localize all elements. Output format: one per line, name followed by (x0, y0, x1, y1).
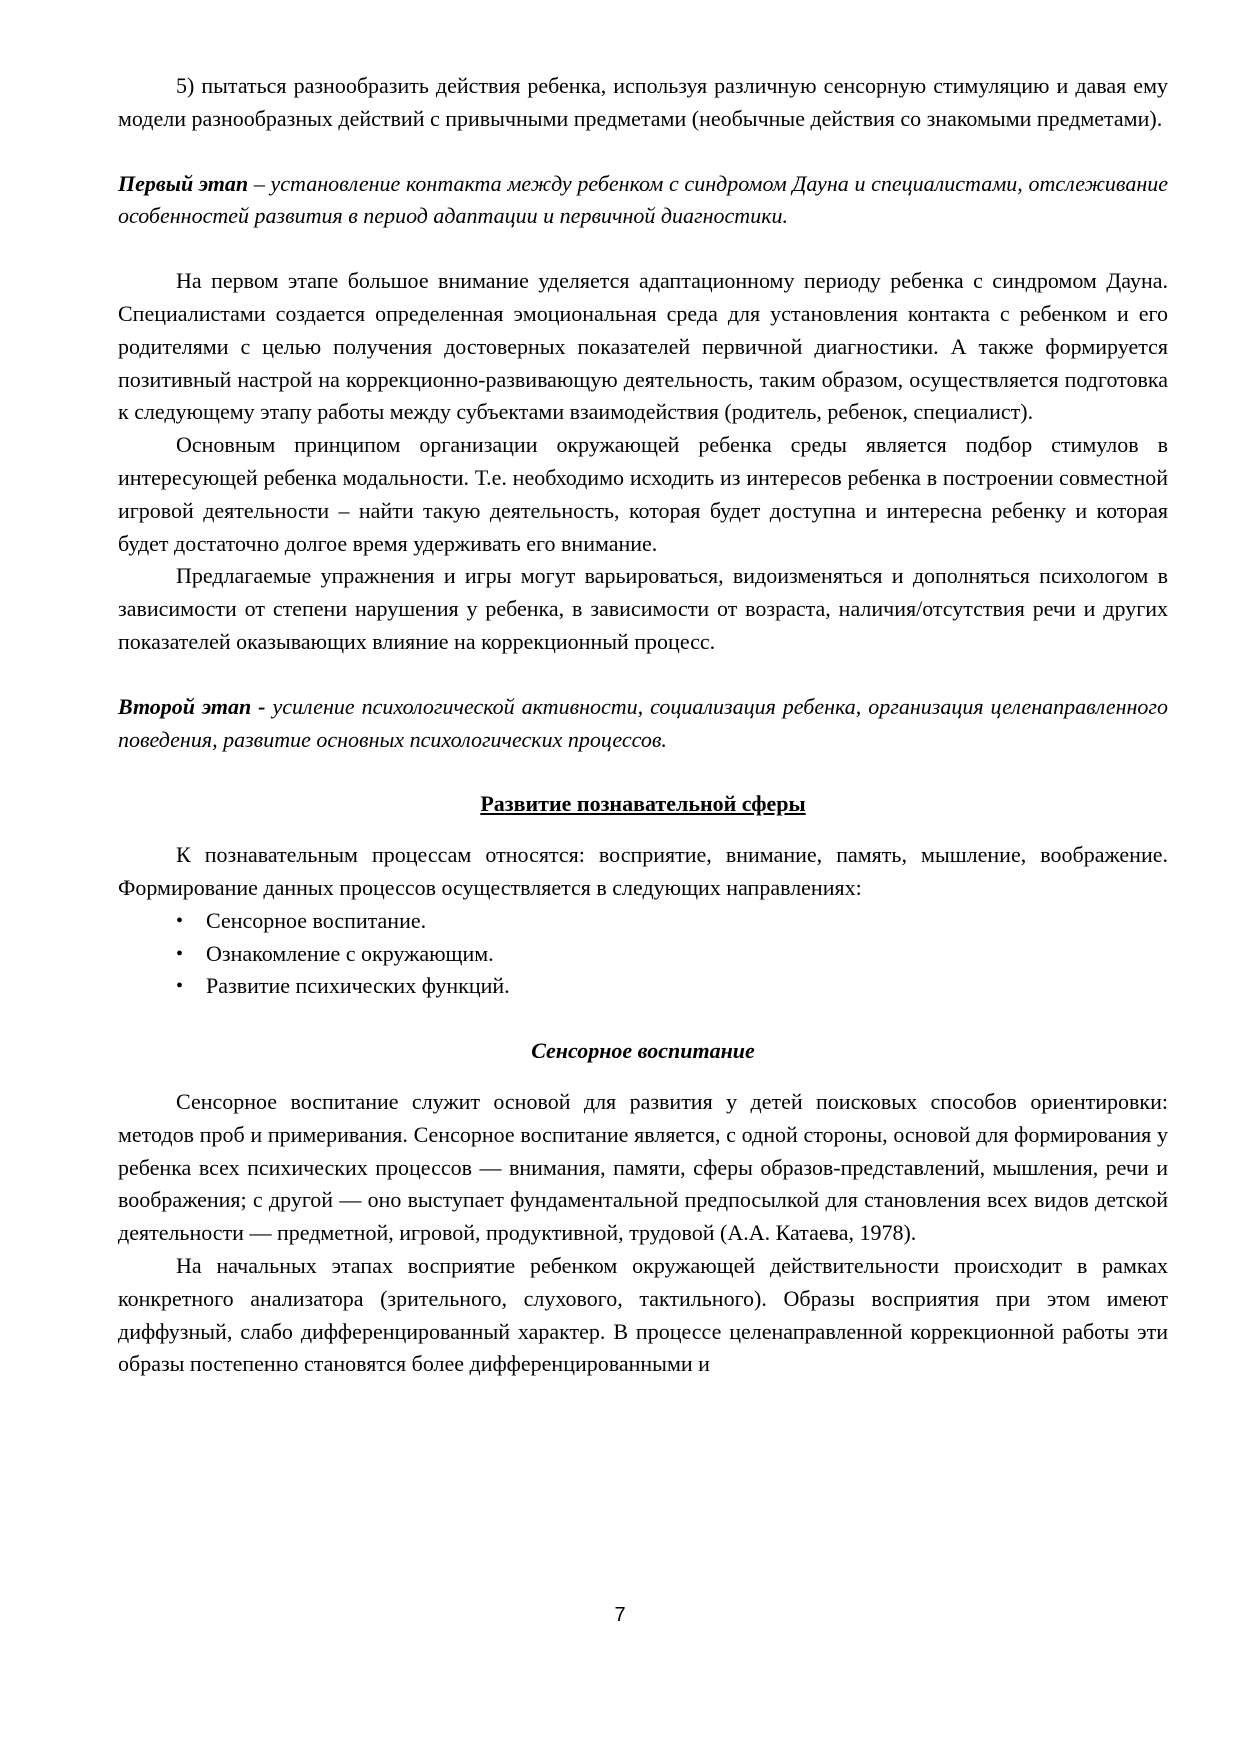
subsection-title: Сенсорное воспитание (531, 1038, 755, 1064)
paragraph-sensory-basis: Сенсорное воспитание служит основой для развития у детей поисковых способов ориентировки: методов проб и примеривания. Сенсорное воспитание является, с одной стороны, основой для формирования у ребенка всех психических процессов — внимания, памяти, сферы образов-представлений, мышления, речи и воображения; с другой — оно выступает фундаментальной предпосылкой для становления всех видов детской деятельности — предметной, игровой, продуктивной, трудовой (А.А. Катаева, 1978). (118, 1088, 1168, 1246)
bullet-icon: • (176, 909, 184, 932)
stage-two-text: усиление психологической активности, социализация ребенка, организация целенаправленного поведения, развитие основных психологических процессов. (118, 693, 1168, 752)
paragraph-initial-stages: На начальных этапах восприятие ребенком окружающей действительности происходит в рамках конкретного анализатора (зрительного, слухового, тактильного). Образы восприятия при этом имеют диффузный, слабо дифференцированный характер. В процессе целенаправленной коррекционной работы эти образы постепенно становятся более дифференцированными и (118, 1252, 1168, 1377)
document-page (118, 70, 1168, 1381)
bullet-icon: • (176, 942, 184, 965)
list-item-text: Сенсорное воспитание. (206, 907, 427, 933)
paragraph-environment: Основным принципом организации окружающей ребенка среды является подбор стимулов в интересующей ребенка модальности. Т.е. необходимо исходить из интересов ребенка в построении совместной игровой деятельности – найти такую деятельность, которая будет доступна и интересна ребенку и которая будет достаточно долгое время удерживать его внимание. (118, 432, 1168, 556)
list-item-text: Ознакомление с окружающим. (206, 940, 494, 966)
list-item-text: Развитие психических функций. (206, 973, 510, 999)
bullet-icon: • (176, 975, 184, 998)
stage-one-heading (118, 168, 1168, 234)
list-item (176, 905, 1168, 938)
paragraph-adaptation: На первом этапе большое внимание уделяется адаптационному периоду ребенка с синдромом Дауна. Специалистами создается определенная эмоциональная среда для установления контакта с ребенком и его родителями с целью получения достоверных показателей первичной диагностики. А также формируется позитивный настрой на коррекционно-развивающую деятельность, таким образом, осуществляется подготовка к следующему этапу работы между субъектами взаимодействия (родитель, ребенок, специалист). (118, 268, 1168, 425)
list-item (176, 970, 1168, 1003)
list-item (176, 938, 1168, 971)
paragraph-cognitive-intro: К познавательным процессам относятся: восприятие, внимание, память, мышление, воображение. Формирование данных процессов осуществляется в следующих направлениях: (118, 842, 1168, 900)
page-number: 7 (614, 1604, 626, 1626)
paragraph-exercises: Предлагаемые упражнения и игры могут варьироваться, видоизменяться и дополняться психологом в зависимости от степени нарушения у ребенка, в зависимости от возраста, наличия/отсутствия речи и других показателей оказывающих влияние на коррекционный процесс. (118, 563, 1168, 654)
stage-two-label: Второй этап - (118, 693, 266, 719)
section-title: Развитие познавательной сферы (480, 791, 806, 817)
stage-one-label: Первый этап (118, 170, 249, 196)
stage-one-text: – установление контакта между ребенком с синдромом Дауна и специалистами, отслеживание особенностей развития в период адаптации и первичной диагностики. (118, 170, 1168, 229)
stage-two-heading (118, 691, 1168, 757)
directions-list (118, 905, 1168, 1003)
intro-list-item: 5) пытаться разнообразить действия ребенка, используя различную сенсорную стимуляцию и давая ему модели разнообразных действий с привычными предметами (необычные действия со знакомыми предметами). (118, 73, 1168, 131)
